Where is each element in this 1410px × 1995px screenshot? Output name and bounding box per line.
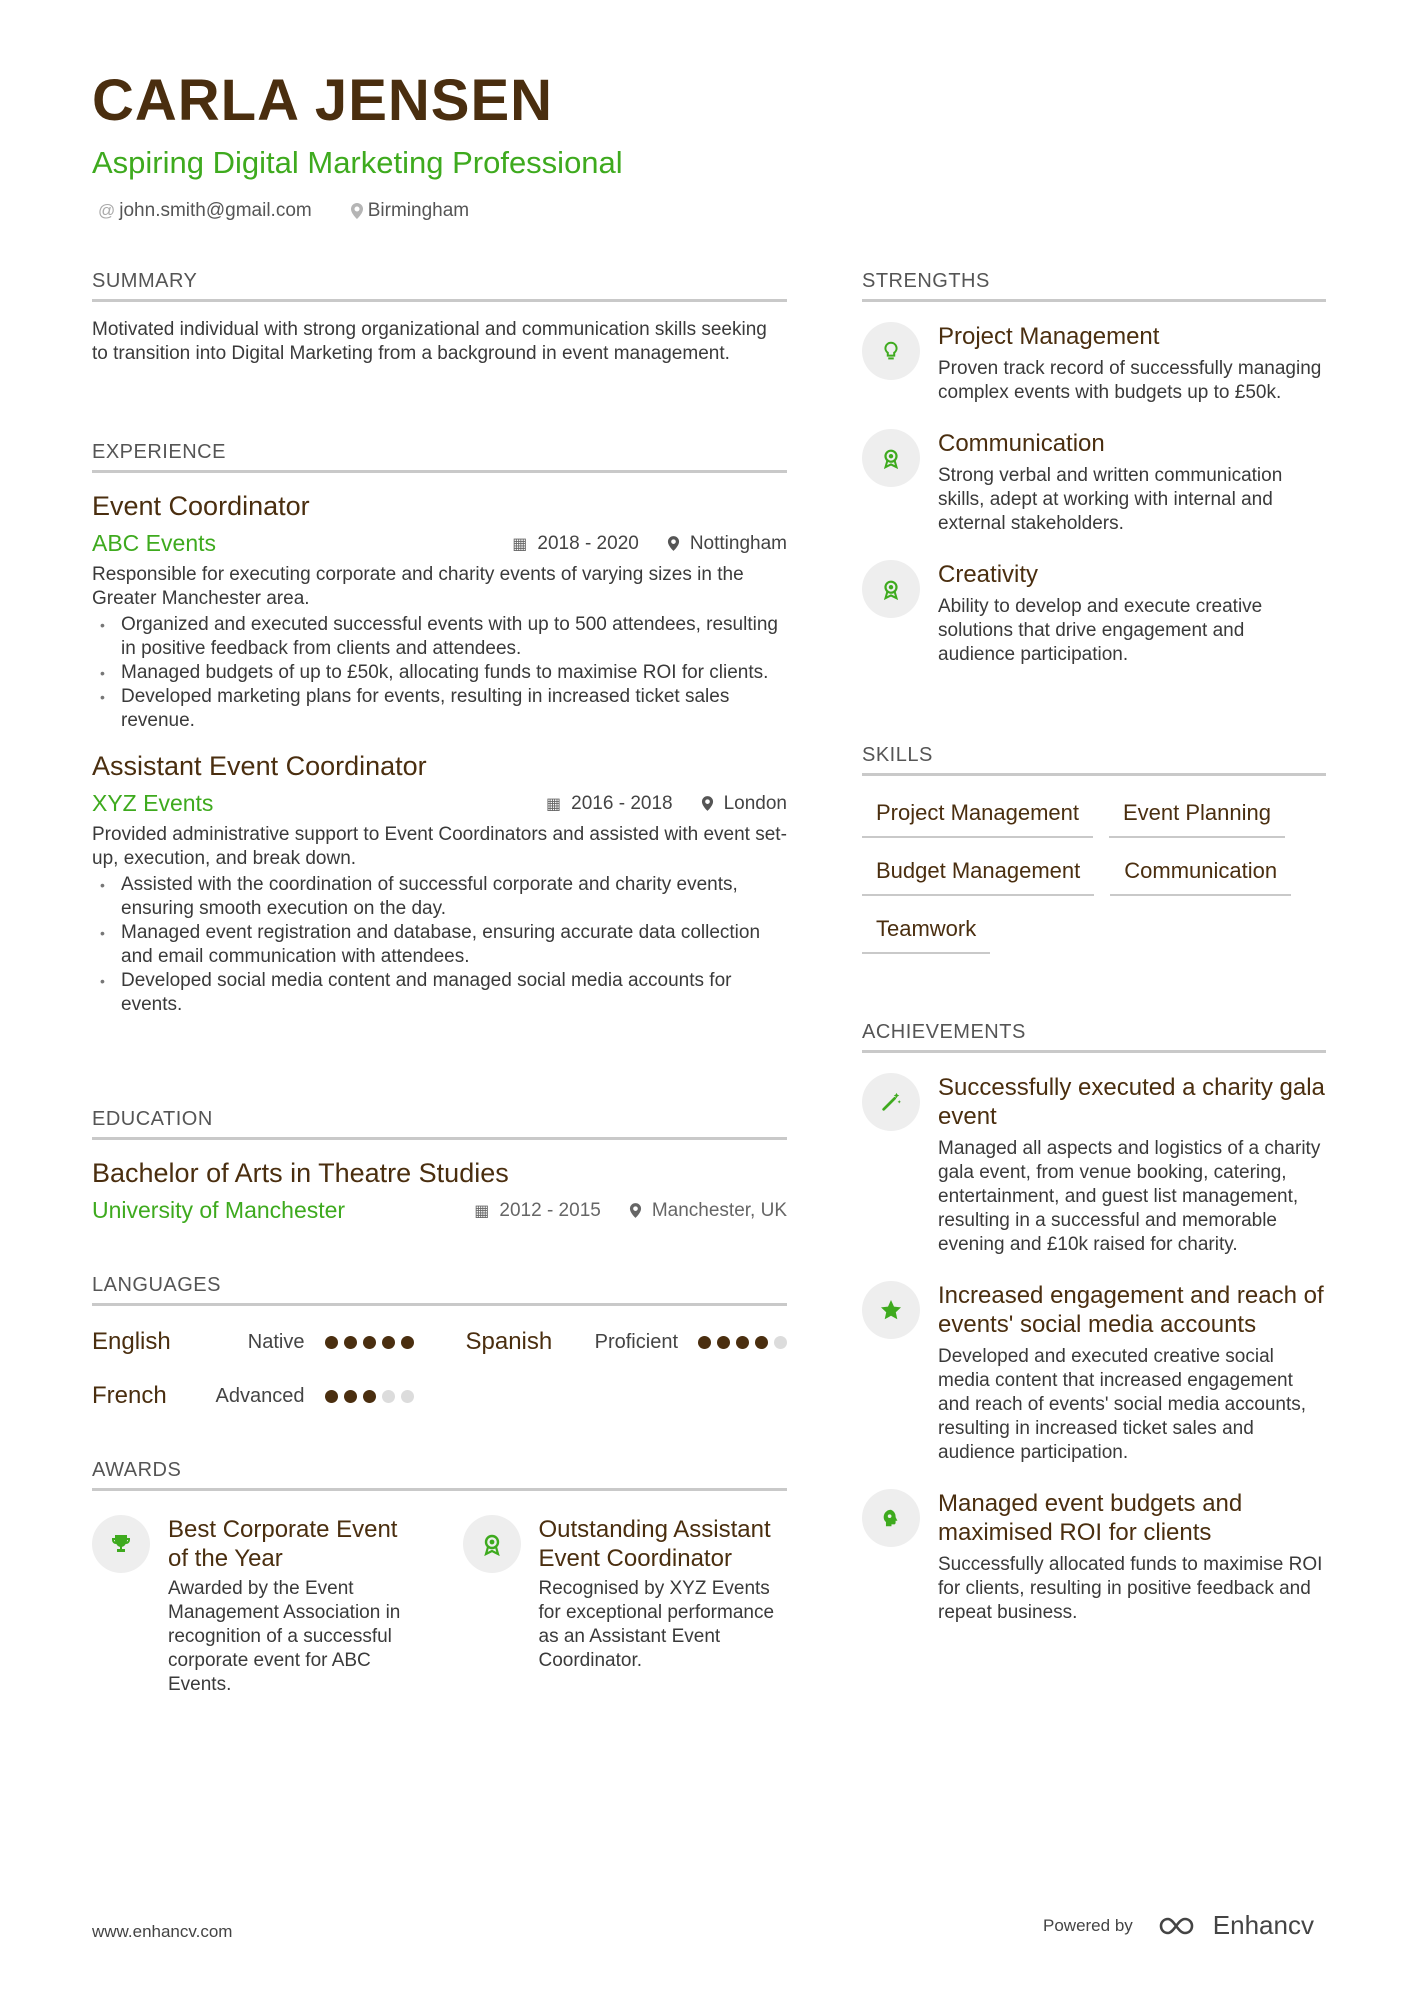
job-entry [92,491,787,733]
proficiency-dot-empty [382,1390,395,1403]
brand-name: Enhancv [1212,1910,1314,1940]
section-title: AWARDS [92,1459,787,1491]
section-title: ACHIEVEMENTS [862,1021,1326,1053]
proficiency-dot-filled [382,1336,395,1349]
star-icon [879,1298,903,1322]
summary-text: Motivated individual with strong organizational and communication skills seeking to transition into Digital Marketing from a background in event management. [92,319,767,364]
medal-icon [880,447,902,469]
job-description: Provided administrative support to Event Coordinators and assisted with event set-up, execution, and break down. [92,824,787,869]
strength-icon-circle [862,429,920,487]
experience-section [92,441,787,1017]
achievement-title: Increased engagement and reach of events' social media accounts [938,1282,1324,1338]
job-bullets [92,873,787,1017]
location-pin-icon [350,202,364,220]
brand-logo[interactable] [1157,1910,1314,1941]
skills-section [862,744,1326,954]
skill-tag: Event Planning [1109,794,1285,838]
strength-description: Strong verbal and written communication skills, adept at working with internal and external stakeholders. [938,465,1283,534]
trophy-icon [109,1532,133,1556]
language-name: French [92,1382,167,1409]
job-dates: 2018 - 2020 [537,532,639,554]
proficiency-dot-filled [344,1390,357,1403]
brain-icon [880,1507,902,1529]
language-level: Advanced [215,1384,305,1407]
strength-item [862,560,1326,667]
strength-title: Communication [938,430,1105,457]
awards-section [92,1459,787,1697]
award-item [463,1515,788,1697]
language-level: Proficient [594,1330,678,1353]
languages-section [92,1274,787,1410]
achievements-section [862,1021,1326,1625]
proficiency-dot-filled [344,1336,357,1349]
strength-icon-circle [862,560,920,618]
achievement-icon-circle [862,1281,920,1339]
language-level: Native [247,1330,305,1353]
award-title: Outstanding Assistant Event Coordinator [538,1516,771,1572]
achievement-description: Managed all aspects and logistics of a charity gala event, from venue booking, catering, entertainment, and guest list management, resulting in a successful and memorable evening and £10k raised for charity. [938,1138,1321,1255]
job-location: Nottingham [689,532,787,554]
strength-item [862,429,1326,536]
medal-icon [480,1532,504,1556]
degree-title: Bachelor of Arts in Theatre Studies [92,1158,509,1188]
summary-section [92,270,787,366]
skill-tag: Project Management [862,794,1093,838]
strength-title: Creativity [938,561,1039,588]
language-item [92,1328,414,1356]
list-item: • Assisted with the coordination of successful corporate and charity events, ensuring smooth execution on the day. [92,873,787,921]
job-entry [92,751,787,1017]
email-item [98,200,312,222]
proficiency-dots [325,1390,414,1403]
strength-title: Project Management [938,323,1160,350]
proficiency-dot-filled [363,1336,376,1349]
calendar-icon: ▦ [474,1202,490,1220]
contact-info [98,200,469,222]
school-name: University of Manchester [92,1197,346,1223]
achievement-item [862,1073,1326,1257]
award-icon-circle [463,1515,521,1573]
language-item [92,1382,414,1410]
award-icon-circle [92,1515,150,1573]
section-title: STRENGTHS [862,270,1326,302]
email-text[interactable]: john.smith@gmail.com [119,200,312,221]
job-title: Assistant Event Coordinator [92,751,427,781]
section-title: SUMMARY [92,270,787,302]
section-title: EDUCATION [92,1108,787,1140]
location-pin-icon [701,795,714,812]
award-item [92,1515,417,1697]
education-location: Manchester, UK [651,1199,787,1221]
award-description: Awarded by the Event Management Association in recognition of a successful corporate event for ABC Events. [168,1578,401,1695]
section-title: EXPERIENCE [92,441,787,473]
education-dates: 2012 - 2015 [499,1199,601,1221]
section-title: LANGUAGES [92,1274,787,1306]
company-name: ABC Events [92,530,216,556]
lightbulb-icon [880,340,902,362]
language-name: English [92,1328,171,1355]
proficiency-dot-filled [755,1336,768,1349]
company-name: XYZ Events [92,790,214,816]
calendar-icon: ▦ [512,535,528,553]
candidate-title: Aspiring Digital Marketing Professional [92,145,623,180]
language-name: Spanish [465,1328,553,1355]
proficiency-dots [698,1336,787,1349]
language-item [466,1328,788,1356]
candidate-name: CARLA JENSEN [92,68,554,133]
proficiency-dot-empty [401,1390,414,1403]
enhancv-logo-icon [1157,1914,1203,1938]
achievement-title: Managed event budgets and maximised ROI for clients [938,1490,1243,1546]
location-pin-icon [667,535,680,552]
skill-tag: Communication [1110,852,1291,896]
skill-tag: Budget Management [862,852,1094,896]
job-bullets [92,613,787,733]
list-item: • Managed event registration and database, ensuring accurate data collection and email communication with attendees. [92,921,787,969]
section-title: SKILLS [862,744,1326,776]
calendar-icon: ▦ [546,795,562,813]
achievement-icon-circle [862,1489,920,1547]
location-text: Birmingham [367,200,470,221]
proficiency-dot-filled [325,1390,338,1403]
award-description: Recognised by XYZ Events for exceptional performance as an Assistant Event Coordinator. [538,1578,775,1671]
proficiency-dot-filled [698,1336,711,1349]
proficiency-dot-filled [736,1336,749,1349]
achievement-item [862,1281,1326,1465]
proficiency-dot-filled [717,1336,730,1349]
at-icon: @ [98,201,116,220]
achievement-description: Developed and executed creative social media content that increased engagement and reach of events' social media accounts, resulting in increased ticket sales and audience participation. [938,1346,1307,1463]
proficiency-dot-filled [325,1336,338,1349]
location-item [350,200,469,222]
magic-wand-icon [880,1091,902,1113]
strength-icon-circle [862,322,920,380]
strength-description: Proven track record of successfully managing complex events with budgets up to £50k. [938,358,1322,403]
proficiency-dot-filled [401,1336,414,1349]
footer-website[interactable]: www.enhancv.com [92,1922,233,1941]
strength-description: Ability to develop and execute creative solutions that drive engagement and audience participation. [938,596,1263,665]
skill-tag: Teamwork [862,910,990,954]
location-pin-icon [629,1202,642,1219]
list-item: • Managed budgets of up to £50k, allocating funds to maximise ROI for clients. [92,661,787,685]
strength-item [862,322,1326,405]
job-description: Responsible for executing corporate and charity events of varying sizes in the Greater Manchester area. [92,564,744,609]
medal-icon [880,578,902,600]
achievement-icon-circle [862,1073,920,1131]
strengths-section [862,270,1326,667]
job-dates: 2016 - 2018 [571,792,673,814]
job-title: Event Coordinator [92,491,310,521]
award-title: Best Corporate Event of the Year [168,1516,398,1572]
powered-by-label: Powered by [1043,1915,1133,1935]
list-item: • Developed social media content and managed social media accounts for events. [92,969,787,1017]
job-location: London [723,792,787,814]
footer-branding [1043,1910,1314,1941]
list-item: • Organized and executed successful events with up to 500 attendees, resulting in positive feedback from clients and attendees. [92,613,787,661]
proficiency-dots [325,1336,414,1349]
list-item: • Developed marketing plans for events, resulting in increased ticket sales revenue. [92,685,787,733]
achievement-description: Successfully allocated funds to maximise ROI for clients, resulting in positive feedback and repeat business. [938,1554,1323,1623]
proficiency-dot-empty [774,1336,787,1349]
proficiency-dot-filled [363,1390,376,1403]
education-section [92,1108,787,1224]
achievement-title: Successfully executed a charity gala event [938,1074,1325,1130]
achievement-item [862,1489,1326,1625]
